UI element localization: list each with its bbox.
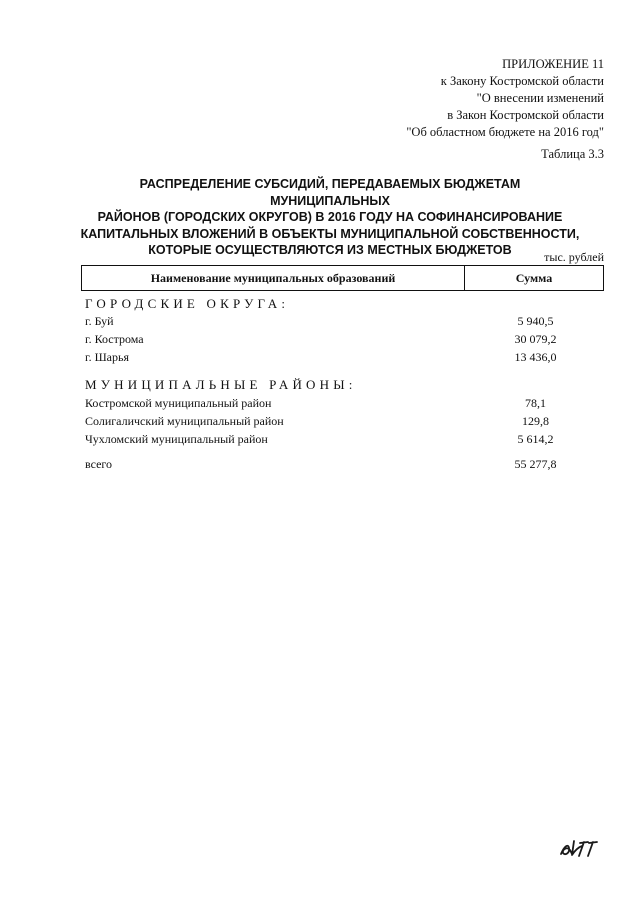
annex-title: ПРИЛОЖЕНИЕ 11 [502,57,604,71]
document-title [80,176,580,259]
annex-line: "О внесении изменений [476,91,604,105]
table-row [85,348,604,366]
row-value: 13 436,0 [514,349,557,364]
column-header-name: Наименование муниципальных образований [82,266,465,290]
row-name: г. Кострома [85,331,144,346]
table-number: Таблица 3.3 [541,147,604,161]
annex-line: "Об областном бюджете на 2016 год" [406,125,604,139]
row-value: 78,1 [525,395,546,410]
row-value: 30 079,2 [514,331,557,346]
annex-header [406,56,604,141]
row-name: Чухломский муниципальный район [85,431,268,446]
row-value: 129,8 [522,413,549,428]
handwritten-signature [558,837,602,859]
row-value: 5 614,2 [517,431,554,446]
row-name: Костромской муниципальный район [85,395,272,410]
section-heading-municipal-districts: МУНИЦИПАЛЬНЫЕ РАЙОНЫ: [85,377,357,392]
row-name: г. Буй [85,313,114,328]
total-value: 55 277,8 [514,456,557,471]
section-heading-city-districts: ГОРОДСКИЕ ОКРУГА: [85,296,290,311]
unit-label: тыс. рублей [544,250,604,264]
title-line: РАСПРЕДЕЛЕНИЕ СУБСИДИЙ, ПЕРЕДАВАЕМЫХ БЮДЖЕТАМ МУНИЦИПАЛЬНЫХ [139,177,521,208]
municipal-districts-list [85,394,604,448]
row-name: г. Шарья [85,349,129,364]
title-line: РАЙОНОВ (ГОРОДСКИХ ОКРУГОВ) В 2016 ГОДУ НА СОФИНАНСИРОВАНИЕ [97,210,563,224]
column-header-sum: Сумма [515,270,553,285]
city-districts-list [85,312,604,366]
total-label: всего [85,456,113,471]
title-line: КОТОРЫЕ ОСУЩЕСТВЛЯЮТСЯ ИЗ МЕСТНЫХ БЮДЖЕТОВ [148,243,512,257]
table-row [85,394,604,412]
table-row [85,312,604,330]
annex-line: к Закону Костромской области [440,74,604,88]
table-row [85,412,604,430]
total-row [85,455,604,473]
annex-line: в Закон Костромской области [447,108,604,122]
table-header [81,265,604,291]
total-section [85,455,604,473]
row-name: Солигаличский муниципальный район [85,413,284,428]
row-value: 5 940,5 [517,313,554,328]
title-line: КАПИТАЛЬНЫХ ВЛОЖЕНИЙ В ОБЪЕКТЫ МУНИЦИПАЛЬНОЙ СОБСТВЕННОСТИ, [80,226,580,241]
table-row [85,430,604,448]
table-row [85,330,604,348]
